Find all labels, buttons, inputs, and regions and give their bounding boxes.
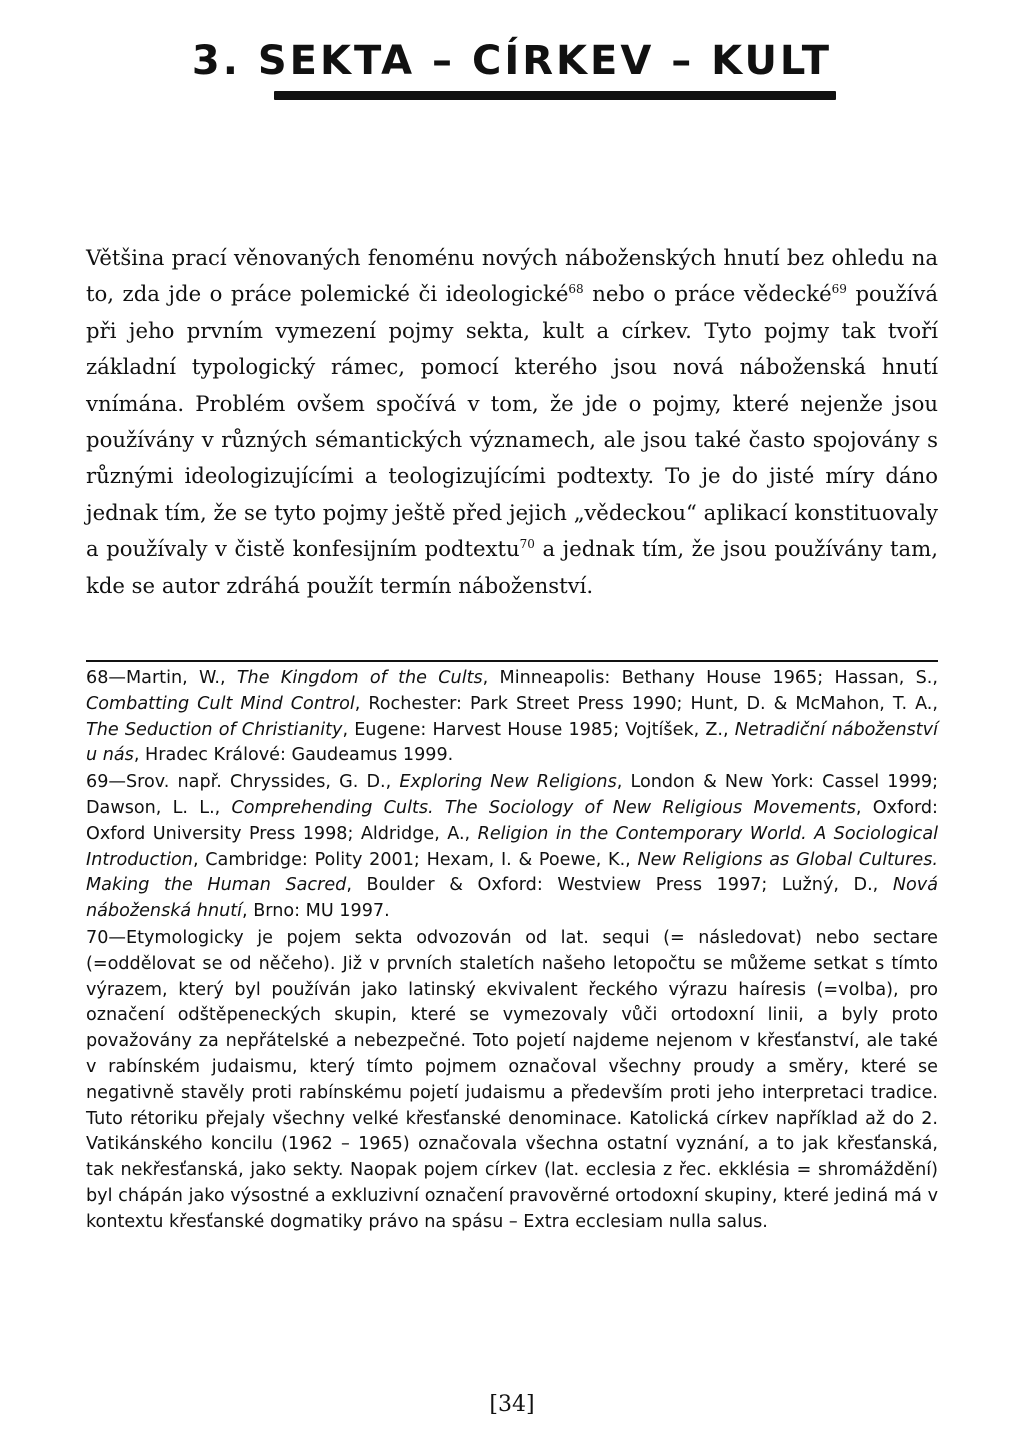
footnote-text: , Rochester: Park Street Press 1990; Hunt, D. & McMahon, T. A.,: [354, 693, 938, 714]
book-page: [86, 0, 938, 1456]
footnote-text: Srov. např. Chryssides, G. D.,: [125, 772, 400, 793]
footnote-68: [86, 666, 938, 769]
footnote-text: , Hradec Králové: Gaudeamus 1999.: [133, 745, 454, 766]
footnote-book-title: Comprehending Cults. The Sociology of New Religious Movements: [231, 797, 856, 818]
footnote-book-title: New Religions as Global Cultures. Making the Human Sacred: [86, 849, 938, 896]
footnote-text: , Oxford: Oxford University Press 1998; Aldridge, A.,: [86, 797, 938, 844]
body-text-part-1: Většina prací věnovaných fenoménu nových náboženských hnutí bez ohledu na to, zda jde o práce polemické či ideologické: [86, 245, 938, 307]
footnote-ref-70[interactable]: 70: [519, 537, 535, 552]
footnote-text: Etymologicky je pojem sekta odvozován od lat. sequi (= následovat) nebo sectare (=oddělovat se od něčeho). Již v prvních staletích našeho letopočtu se můžeme setkat s tímto výrazem, který byl používán jako latinský ekvivalent řeckého výrazu haíresis (=volba), pro označení odštěpeneckých skupin, které se vymezovaly vůči ortodoxní linii, a byly proto považovány za nepřátelské a nebezpečné. Toto pojetí najdeme nejenom v křesťanství, ale také v rabínském judaismu, který tímto pojmem označoval všechny proudy a směry, které se negativně stavěly proti rabínskému pojetí judaismu a především proti jeho interpretaci tradice. Tuto rétoriku přejaly všechny velké křesťanské denominace. Katolická církev například až do 2. Vatikánského koncilu (1962 – 1965) označovala všechna ostatní vyznání, a to jak křesťanská, tak nekřesťanská, jako sekty. Naopak pojem církev (lat. ecclesia z řec. ekklésia = shromáždění) byl chápán jako výsostné a exkluzivní označení pravověrné ortodoxní skupiny, které jediná má v kontextu křesťanské dogmatiky právo na spásu – Extra ecclesiam nulla salus.: [86, 927, 938, 1232]
footnote-book-title: Combatting Cult Mind Control: [86, 693, 355, 714]
footnote-ref-68[interactable]: 68: [568, 282, 584, 297]
footnote-book-title: Exploring New Religions: [399, 772, 617, 793]
body-text-part-2: nebo o práce vědecké: [583, 281, 832, 307]
footnote-text: Martin, W.,: [125, 668, 237, 688]
footnote-book-title: Nová náboženská hnutí: [86, 875, 938, 922]
footnote-text: , Eugene: Harvest House 1985; Vojtíšek, Z.,: [342, 719, 735, 740]
body-text-part-4: a jednak tím, že jsou používány tam, kde se autor zdráhá použít termín náboženství.: [86, 536, 938, 598]
footnote-number: 69—: [86, 772, 126, 793]
footnote-book-title: Netradiční náboženství u nás: [86, 719, 938, 766]
footnote-number: 68—: [86, 668, 126, 688]
footnote-book-title: Religion in the Contemporary World. A Sociological Introduction: [86, 823, 938, 870]
footnote-text: , London & New York: Cassel 1999; Dawson, L. L.,: [86, 772, 939, 818]
footnote-text: , Minneapolis: Bethany House 1965; Hassan, S.,: [482, 668, 938, 688]
footnote-text: , Brno: MU 1997.: [242, 901, 390, 922]
footnote-ref-69[interactable]: 69: [831, 282, 847, 297]
page-number: [34]: [489, 1392, 535, 1417]
footnote-book-title: The Kingdom of the Cults: [236, 668, 483, 688]
footnote-book-title: The Seduction of Christianity: [86, 719, 343, 740]
chapter-title: 3. SEKTA – CÍRKEV – KULT: [191, 38, 833, 84]
title-underline-rule: [274, 91, 836, 100]
footnotes-separator: [86, 660, 938, 662]
footnote-number: 70—: [86, 927, 126, 948]
footnote-70: [86, 926, 938, 1236]
footnote-text: , Cambridge: Polity 2001; Hexam, I. & Poewe, K.,: [192, 849, 638, 870]
footnote-text: , Boulder & Oxford: Westview Press 1997; Lužný, D.,: [346, 875, 893, 896]
footnote-69: [86, 770, 938, 925]
body-paragraph: [86, 240, 938, 604]
body-text-part-3: používá při jeho prvním vymezení pojmy sekta, kult a církev. Tyto pojmy tak tvoří základní typologický rámec, pomocí kterého jsou nová náboženská hnutí vnímána. Problém ovšem spočívá v tom, že jde o pojmy, které nejenže jsou používány v různých sémantických významech, ale jsou také často spojovány s různými ideologizujícími a teologizujícími podtexty. To je do jisté míry dáno jednak tím, že se tyto pojmy ještě před jejich „vědeckou“ aplikací konstituovaly a používaly v čistě konfesijním podtextu: [86, 281, 938, 562]
footnotes-section: [86, 666, 938, 1237]
